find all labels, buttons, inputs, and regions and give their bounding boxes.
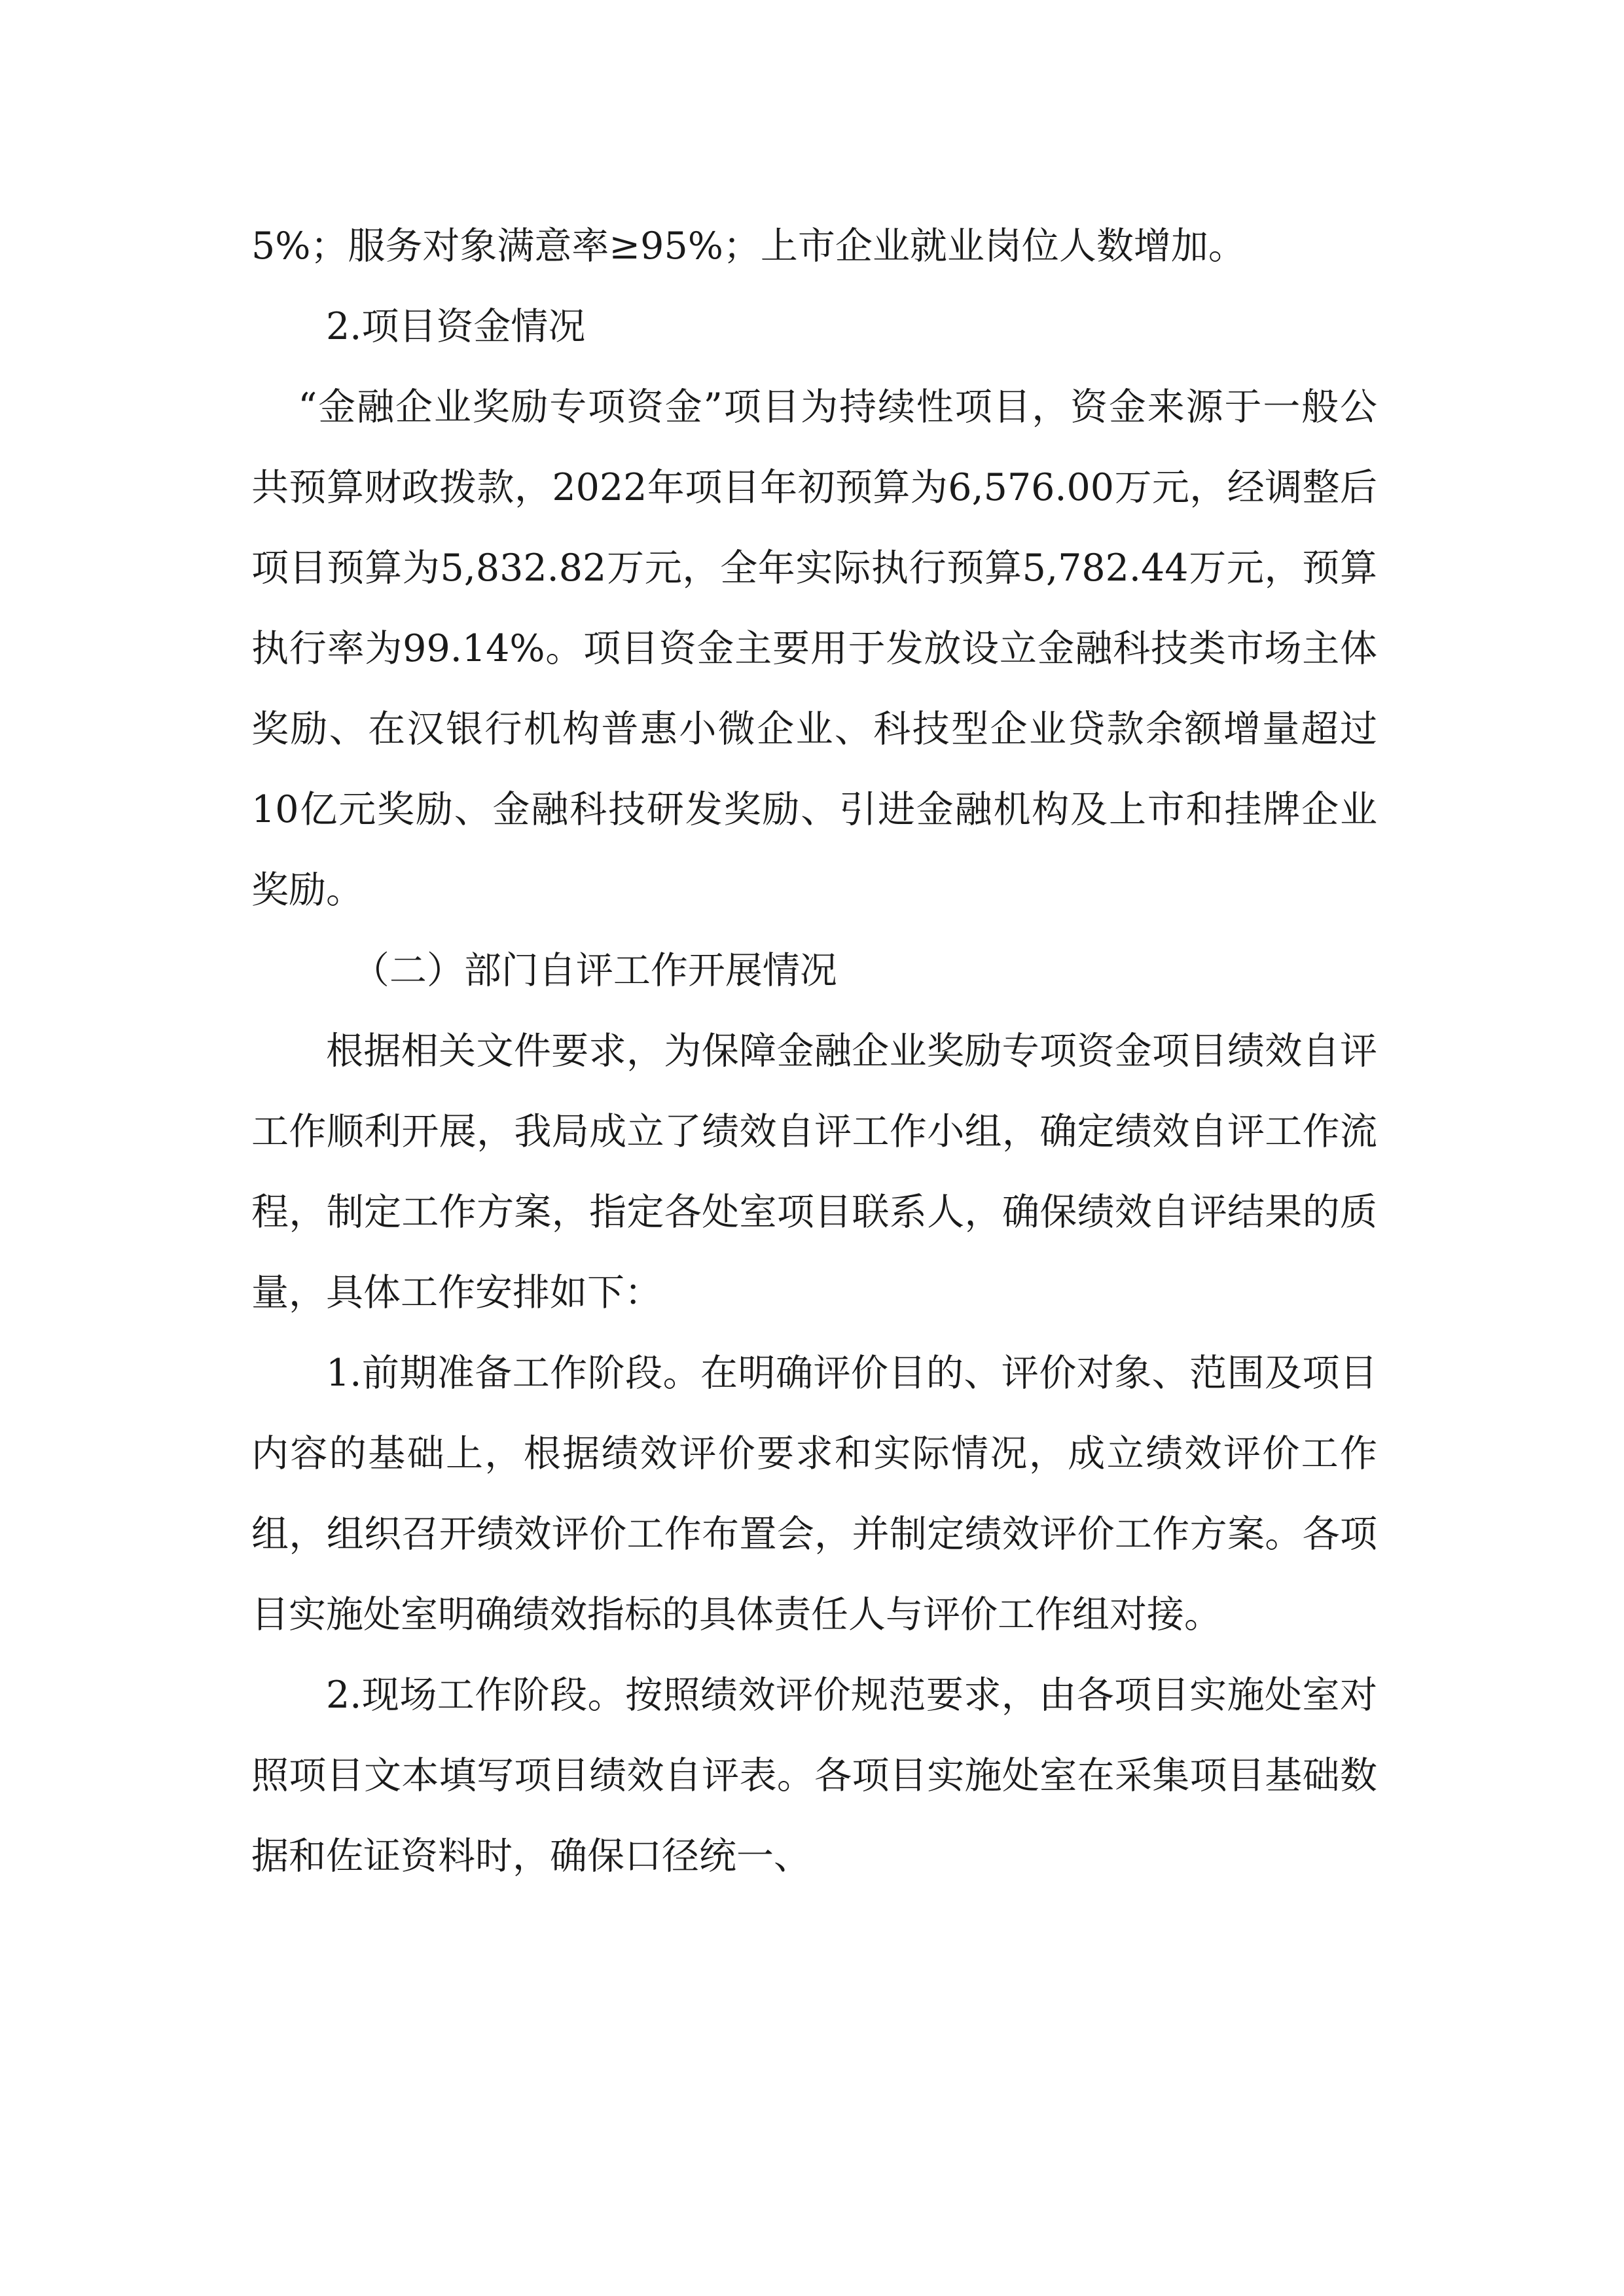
document-body bbox=[251, 206, 1377, 1897]
paragraph-continued-indicators: 5%；服务对象满意率≥95%；上市企业就业岗位人数增加。 bbox=[251, 224, 1246, 268]
paragraph-stage-onsite: 2.现场工作阶段。按照绩效评价规范要求，由各项目实施处室对照项目文本填写项目绩效自评表。各项目实施处室在采集项目基础数据和佐证资料时，确保口径统一、 bbox=[251, 1674, 1377, 1878]
paragraph-stage-preparation: 1.前期准备工作阶段。在明确评价目的、评价对象、范围及项目内容的基础上，根据绩效评价要求和实际情况，成立绩效评价工作组，组织召开绩效评价工作布置会，并制定绩效评价工作方案。各项目实施处室明确绩效指标的具体责任人与评价工作组对接。 bbox=[251, 1352, 1377, 1636]
heading-self-evaluation: （二）部门自评工作开展情况 bbox=[352, 949, 837, 992]
paragraph-self-evaluation-intro: 根据相关文件要求，为保障金融企业奖励专项资金项目绩效自评工作顺利开展，我局成立了绩效自评工作小组，确定绩效自评工作流程，制定工作方案，指定各处室项目联系人，确保绩效自评结果的质量，具体工作安排如下： bbox=[251, 1030, 1377, 1314]
heading-project-funding: 2.项目资金情况 bbox=[326, 305, 586, 348]
paragraph-funding-details: “金融企业奖励专项资金”项目为持续性项目，资金来源于一般公共预算财政拨款，2022年项目年初预算为6,576.00万元，经调整后项目预算为5,832.82万元，全年实际执行预算5,782.44万元，预算执行率为99.14%。项目资金主要用于发放设立金融科技类市场主体奖励、在汉银行机构普惠小微企业、科技型企业贷款余额增量超过10亿元奖励、金融科技研发奖励、引进金融机构及上市和挂牌企业奖励。 bbox=[251, 386, 1377, 912]
